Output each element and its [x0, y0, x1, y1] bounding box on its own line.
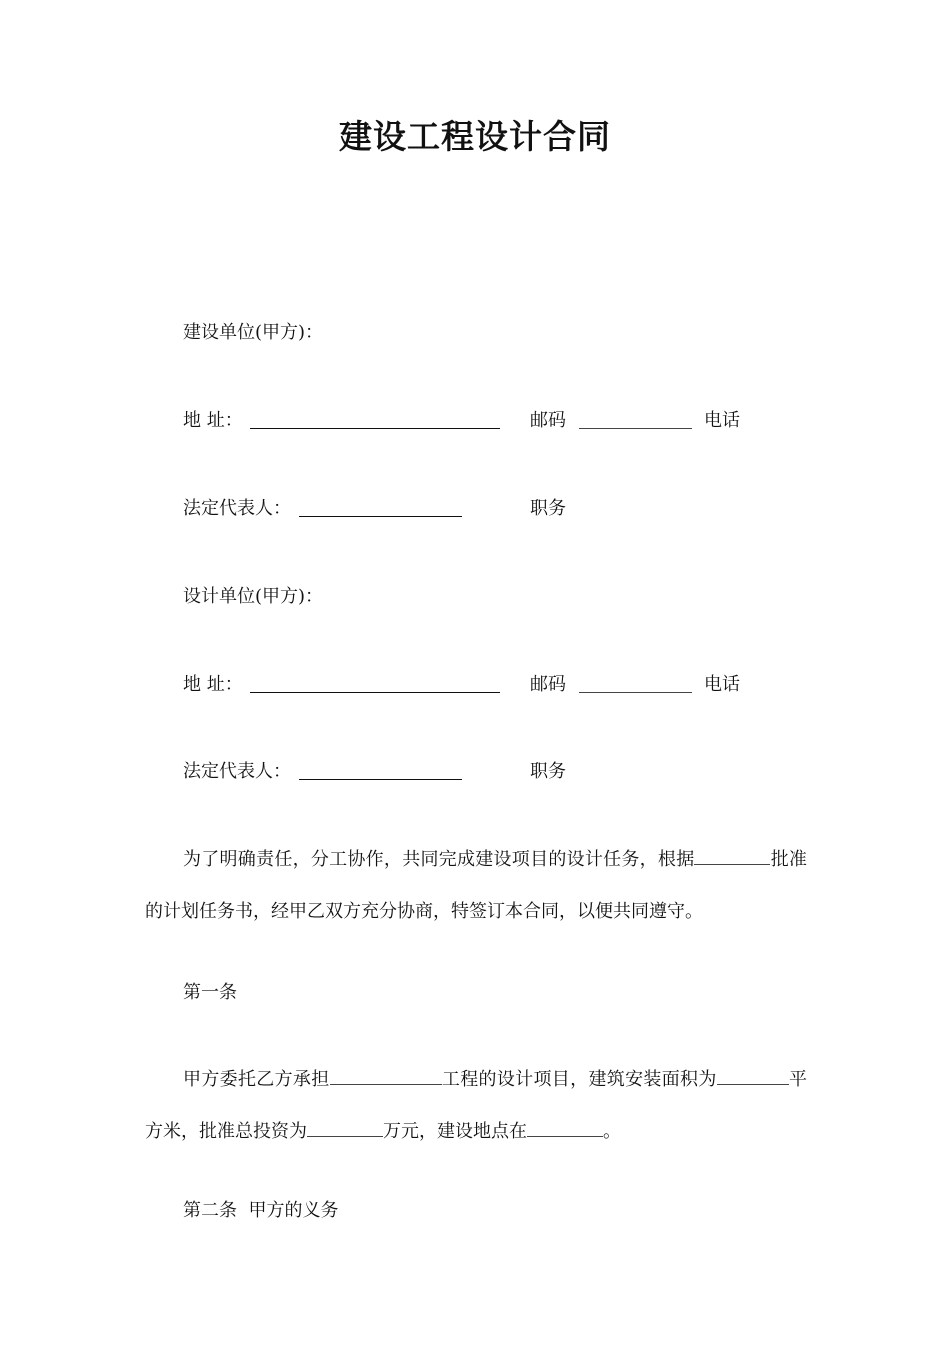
area-blank[interactable] — [717, 1064, 789, 1085]
article-1-text-5: 。 — [603, 1121, 621, 1142]
document-title: 建设工程设计合同 — [339, 117, 611, 156]
article-1-text-2: 工程的设计项目，建筑安装面积为 — [441, 1069, 717, 1090]
party-a-legal-rep-label: 法定代表人： — [183, 498, 291, 519]
article-1-heading: 第一条 — [183, 982, 237, 1003]
article-1-text-1: 甲方委托乙方承担 — [183, 1069, 330, 1090]
party-b-legal-rep-label: 法定代表人： — [183, 761, 291, 782]
party-b-phone-label: 电话 — [704, 674, 740, 695]
party-a-address-label: 地 址： — [183, 410, 243, 431]
approval-authority-blank[interactable] — [694, 844, 770, 865]
party-a-postcode-label: 邮码 — [530, 410, 566, 431]
party-a-phone-label: 电话 — [704, 410, 740, 431]
article-1-text-3: 平方米，批准总投资为 — [145, 1069, 808, 1142]
party-a-legal-rep-field[interactable] — [299, 498, 462, 517]
preamble-paragraph — [145, 834, 807, 938]
party-b-postcode-field[interactable] — [579, 674, 692, 693]
article-1-text-4: 万元，建设地点在 — [383, 1121, 527, 1142]
preamble-text-1: 为了明确责任，分工协作，共同完成建设项目的设计任务，根据 — [183, 849, 695, 870]
party-a-address-field[interactable] — [250, 410, 500, 429]
party-b-address-label: 地 址： — [183, 674, 243, 695]
location-blank[interactable] — [527, 1116, 603, 1137]
article-2-heading: 第二条 甲方的义务 — [183, 1200, 339, 1221]
party-b-postcode-label: 邮码 — [530, 674, 566, 695]
article-1-paragraph — [145, 1054, 807, 1158]
party-b-legal-rep-field[interactable] — [299, 761, 462, 780]
preamble-text-2: 批准的计划任务书，经甲乙双方充分协商，特签订本合同，以便共同遵守。 — [145, 849, 808, 922]
party-b-heading: 设计单位(甲方)： — [183, 586, 324, 607]
party-b-address-field[interactable] — [250, 674, 500, 693]
party-b-position-label: 职务 — [530, 761, 566, 782]
party-a-heading: 建设单位(甲方)： — [183, 322, 324, 343]
project-name-blank[interactable] — [330, 1064, 442, 1085]
party-a-position-label: 职务 — [530, 498, 566, 519]
party-a-postcode-field[interactable] — [579, 410, 692, 429]
investment-blank[interactable] — [307, 1116, 383, 1137]
